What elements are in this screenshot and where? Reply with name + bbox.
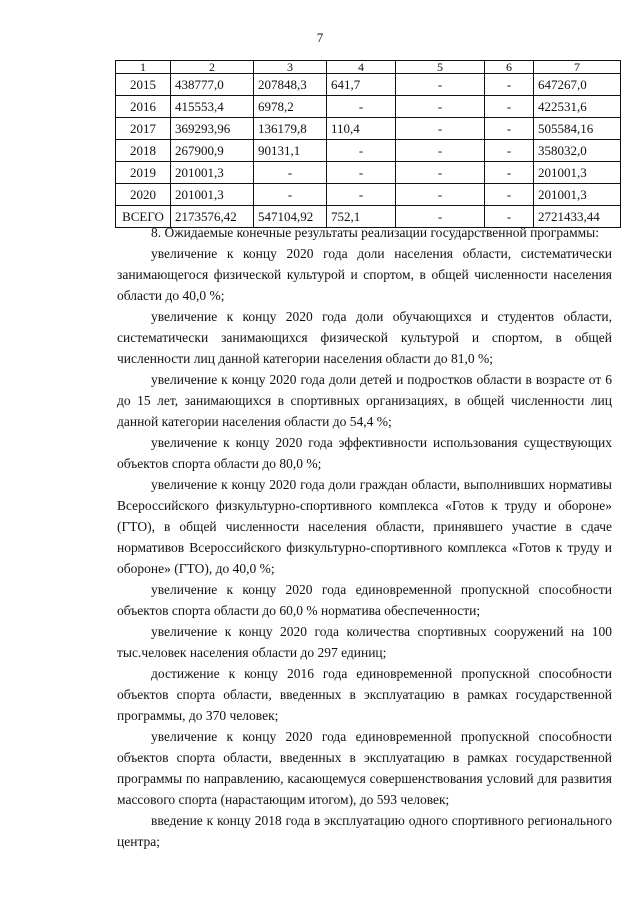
table-cell: 438777,0 — [171, 74, 254, 96]
table-cell: - — [327, 96, 396, 118]
table-cell: 415553,4 — [171, 96, 254, 118]
table-cell: - — [396, 96, 485, 118]
table-cell: 201001,3 — [534, 184, 621, 206]
funding-table — [115, 60, 621, 228]
table-cell-year: 2020 — [116, 184, 171, 206]
table-cell: 2173576,42 — [171, 206, 254, 228]
table-cell: - — [396, 184, 485, 206]
table-cell: - — [327, 140, 396, 162]
result-item: достижение к концу 2016 года единовременной пропускной способности объектов спорта области, введенных в эксплуатацию в рамках государственной программы, до 370 человек; — [117, 666, 612, 723]
table-cell: 207848,3 — [254, 74, 327, 96]
table-cell: 752,1 — [327, 206, 396, 228]
table-header-cell: 2 — [171, 61, 254, 74]
result-item: увеличение к концу 2020 года количества спортивных сооружений на 100 тыс.человек населения области до 297 единиц; — [117, 624, 612, 660]
table-row — [116, 140, 621, 162]
result-item: увеличение к концу 2020 года эффективности использования существующих объектов спорта области до 80,0 %; — [117, 435, 612, 471]
table-cell: - — [396, 118, 485, 140]
page-number: 7 — [316, 30, 324, 45]
table-row — [116, 162, 621, 184]
table-cell: 505584,16 — [534, 118, 621, 140]
table-cell: 641,7 — [327, 74, 396, 96]
result-item: введение к концу 2018 года в эксплуатацию одного спортивного регионального центра; — [117, 813, 612, 849]
table-cell: - — [254, 184, 327, 206]
table-row — [116, 184, 621, 206]
table-row — [116, 96, 621, 118]
table-cell: 90131,1 — [254, 140, 327, 162]
result-item: увеличение к концу 2020 года доли населения области, систематически занимающегося физической культурой и спортом, в общей численности населения области до 40,0 %; — [117, 246, 612, 303]
table-cell: - — [396, 140, 485, 162]
table-cell: - — [485, 96, 534, 118]
table-cell-year: 2019 — [116, 162, 171, 184]
table-cell: - — [327, 162, 396, 184]
table-cell: - — [485, 74, 534, 96]
table-cell: - — [327, 184, 396, 206]
table-header-cell: 5 — [396, 61, 485, 74]
table-header-cell: 6 — [485, 61, 534, 74]
result-item: увеличение к концу 2020 года доли детей и подростков области в возрасте от 6 до 15 лет, занимающихся в спортивных организациях, в общей численности лиц данной категории населения области до 54,4 %; — [117, 372, 612, 429]
table-header-row — [116, 61, 621, 74]
table-cell: 369293,96 — [171, 118, 254, 140]
table-cell: - — [396, 74, 485, 96]
result-item: увеличение к концу 2020 года единовременной пропускной способности объектов спорта области до 60,0 % норматива обеспеченности; — [117, 582, 612, 618]
table-cell-year: 2017 — [116, 118, 171, 140]
table-cell: 547104,92 — [254, 206, 327, 228]
table-header-cell: 1 — [116, 61, 171, 74]
table-cell: 201001,3 — [534, 162, 621, 184]
table-header-cell: 4 — [327, 61, 396, 74]
table-row — [116, 74, 621, 96]
expected-results-section — [117, 222, 612, 852]
table-row — [116, 118, 621, 140]
table-cell-total-label: ВСЕГО — [116, 206, 171, 228]
table-cell: 2721433,44 — [534, 206, 621, 228]
result-item: увеличение к концу 2020 года единовременной пропускной способности объектов спорта области, введенных в эксплуатацию в рамках государственной программы по направлению, касающемуся совершенствования условий для развития массового спорта (нарастающим итогом), до 593 человек; — [117, 729, 612, 807]
result-item: увеличение к концу 2020 года доли обучающихся и студентов области, систематически занимающихся физической культурой и спортом, в общей численности лиц данной категории населения области до 81,0 %; — [117, 309, 612, 366]
table-cell-year: 2015 — [116, 74, 171, 96]
table-cell: - — [485, 162, 534, 184]
table-cell: 110,4 — [327, 118, 396, 140]
table-cell: 136179,8 — [254, 118, 327, 140]
table-cell: - — [485, 206, 534, 228]
table-cell: - — [396, 206, 485, 228]
table-cell: - — [485, 118, 534, 140]
table-cell: 201001,3 — [171, 162, 254, 184]
table-cell: 647267,0 — [534, 74, 621, 96]
table-cell-year: 2016 — [116, 96, 171, 118]
table-cell: 358032,0 — [534, 140, 621, 162]
table-header-cell: 7 — [534, 61, 621, 74]
table-cell-year: 2018 — [116, 140, 171, 162]
table-cell: - — [396, 162, 485, 184]
table-cell: - — [485, 184, 534, 206]
table-header-cell: 3 — [254, 61, 327, 74]
table-cell: - — [254, 162, 327, 184]
table-cell: 267900,9 — [171, 140, 254, 162]
table-cell: 422531,6 — [534, 96, 621, 118]
result-item: увеличение к концу 2020 года доли граждан области, выполнивших нормативы Всероссийского физкультурно-спортивного комплекса «Готов к труду и обороне» (ГТО), в общей численности населения области, принявшего участие в сдаче нормативов Всероссийского физкультурно-спортивного комплекса «Готов к труду и обороне» (ГТО), до 40,0 %; — [117, 477, 612, 576]
section-heading-paragraph: 8. Ожидаемые конечные результаты реализации государственной программы: — [151, 225, 599, 240]
table-cell: 6978,2 — [254, 96, 327, 118]
table-cell: 201001,3 — [171, 184, 254, 206]
table-cell: - — [485, 140, 534, 162]
